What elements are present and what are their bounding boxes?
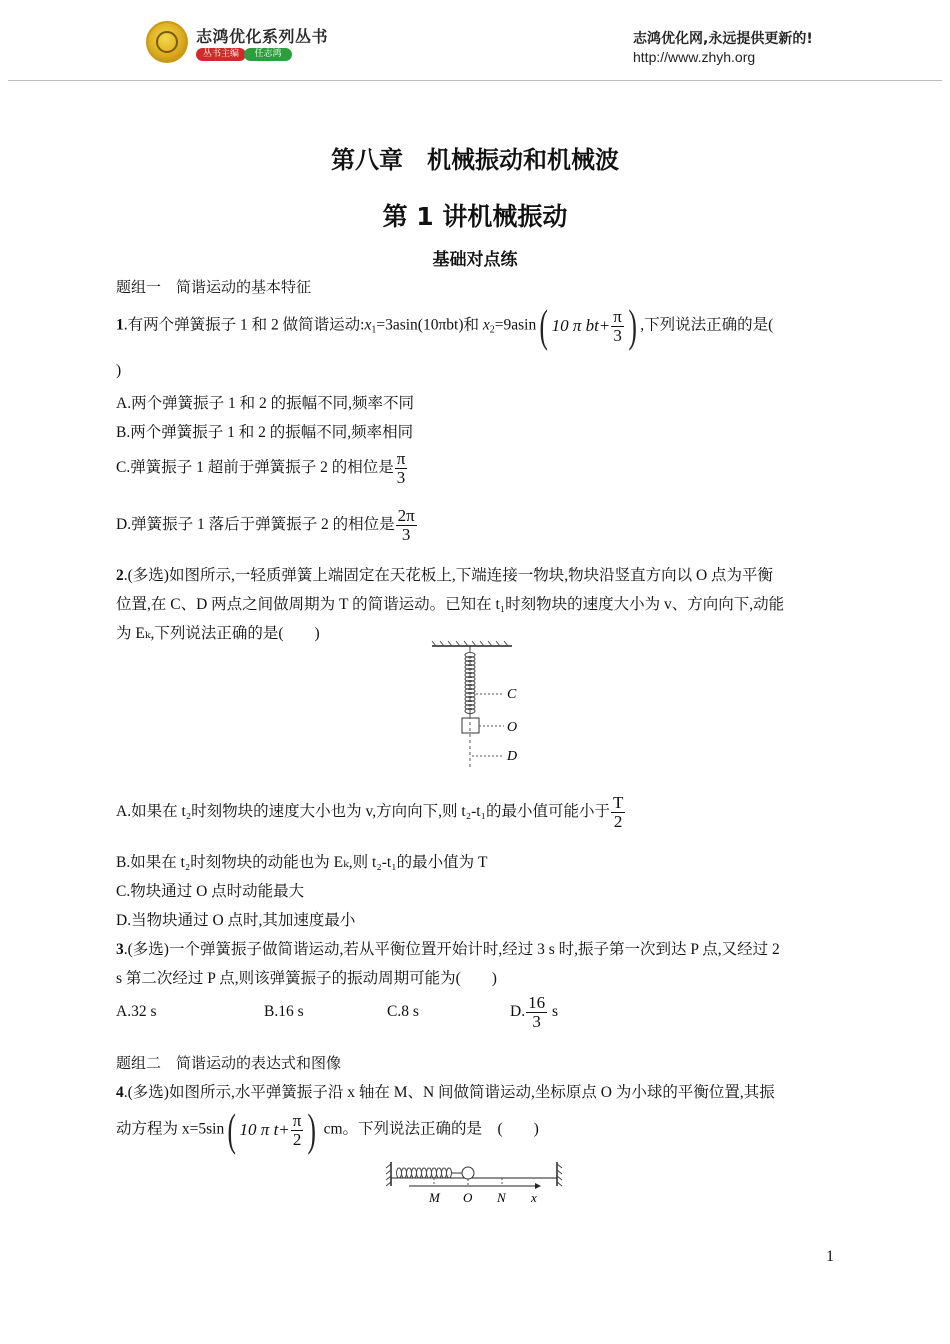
publisher-logo [146, 21, 188, 63]
horizontal-spring-figure [385, 1158, 565, 1210]
question-4-line-2: 动方程为 x=5sin( 10 π t+ $\frac{\pi}{2}$ ) cm。下列说法正确的是 ( ) [116, 1104, 539, 1155]
section-title: 基础对点练 [432, 250, 518, 270]
question-4-line-1: 4.(多选)如图所示,水平弹簧振子沿 x 轴在 M、N 间做简谐运动,坐标原点 O 为小球的平衡位置,其振 [116, 1084, 775, 1101]
q2-option-c: C.物块通过 O 点时动能最大 [116, 883, 305, 900]
q3-option-b: B.16 s [264, 1003, 304, 1020]
editor-label: 丛书主编 [196, 48, 246, 61]
label-c: C [507, 687, 517, 702]
q1-option-a: A.两个弹簧振子 1 和 2 的振幅不同,频率不同 [116, 395, 414, 412]
question-2-line-2: 位置,在 C、D 两点之间做周期为 T 的简谐运动。已知在 t₁时刻物块的速度大小为 v、方向向下,动能 [116, 596, 785, 613]
question-2-line-3: 为 Eₖ,下列说法正确的是( ) [116, 625, 320, 642]
question-1-close: ) [116, 362, 122, 379]
q3-option-d: D. $\frac{16}{3}$ s [510, 993, 558, 1031]
q1-option-c: C.弹簧振子 1 超前于弹簧振子 2 的相位是 $\frac{\pi}{3}$ [116, 449, 406, 487]
chapter-title: 第八章 机械振动和机械波 [331, 146, 619, 174]
label-d: D [507, 749, 518, 764]
q2-option-d: D.当物块通过 O 点时,其加速度最小 [116, 912, 356, 929]
series-title: 志鸿优化系列丛书 [196, 27, 329, 46]
site-slogan: 志鸿优化网,永远提供更新的! [633, 31, 813, 47]
group-title-1: 题组一 简谐运动的基本特征 [116, 278, 312, 296]
question-3-line-1: 3.(多选)一个弹簧振子做简谐运动,若从平衡位置开始计时,经过 3 s 时,振子第一次到达 P 点,又经过 2 [116, 941, 780, 958]
q2-option-a: A.如果在 t₂时刻物块的速度大小也为 v,方向向下,则 t₂-t₁的最小值可能小于 $\frac{T}{2}$ [116, 793, 624, 831]
q3-option-c: C.8 s [387, 1003, 419, 1020]
label-o2: O [463, 1190, 473, 1205]
spring-block-figure [420, 640, 530, 770]
site-url[interactable]: http://www.zhyh.org [633, 49, 756, 65]
lesson-title: 第 1 讲机械振动 [382, 202, 568, 231]
page-number: 1 [826, 1248, 834, 1265]
q1-option-d: D.弹簧振子 1 落后于弹簧振子 2 的相位是 $\frac{2\pi}{3}$ [116, 506, 415, 544]
label-x: x [531, 1190, 537, 1205]
label-m: M [429, 1190, 440, 1205]
question-1-stem: 1.有两个弹簧振子 1 和 2 做简谐运动$:x_1=3asin(10\pi bt)$和 $x_2=9asin$( 10 π bt+ $\frac{\pi}{3}$ ) ,下列说法正确的是( [116, 300, 774, 351]
group-title-2: 题组二 简谐运动的表达式和图像 [116, 1054, 342, 1072]
question-2-line-1: 2.(多选)如图所示,一轻质弹簧上端固定在天花板上,下端连接一物块,物块沿竖直方向以 O 点为平衡 [116, 567, 774, 584]
q2-option-b: B.如果在 t₂时刻物块的动能也为 Eₖ,则 t₂-t₁的最小值为 T [116, 854, 488, 871]
label-o: O [507, 720, 518, 735]
q3-option-a: A.32 s [116, 1003, 157, 1020]
q1-option-b: B.两个弹簧振子 1 和 2 的振幅不同,频率相同 [116, 424, 414, 441]
label-n: N [497, 1190, 506, 1205]
header-divider [8, 80, 942, 81]
editor-name: 任志鸿 [244, 48, 292, 61]
question-3-line-2: s 第二次经过 P 点,则该弹簧振子的振动周期可能为( ) [116, 970, 497, 987]
